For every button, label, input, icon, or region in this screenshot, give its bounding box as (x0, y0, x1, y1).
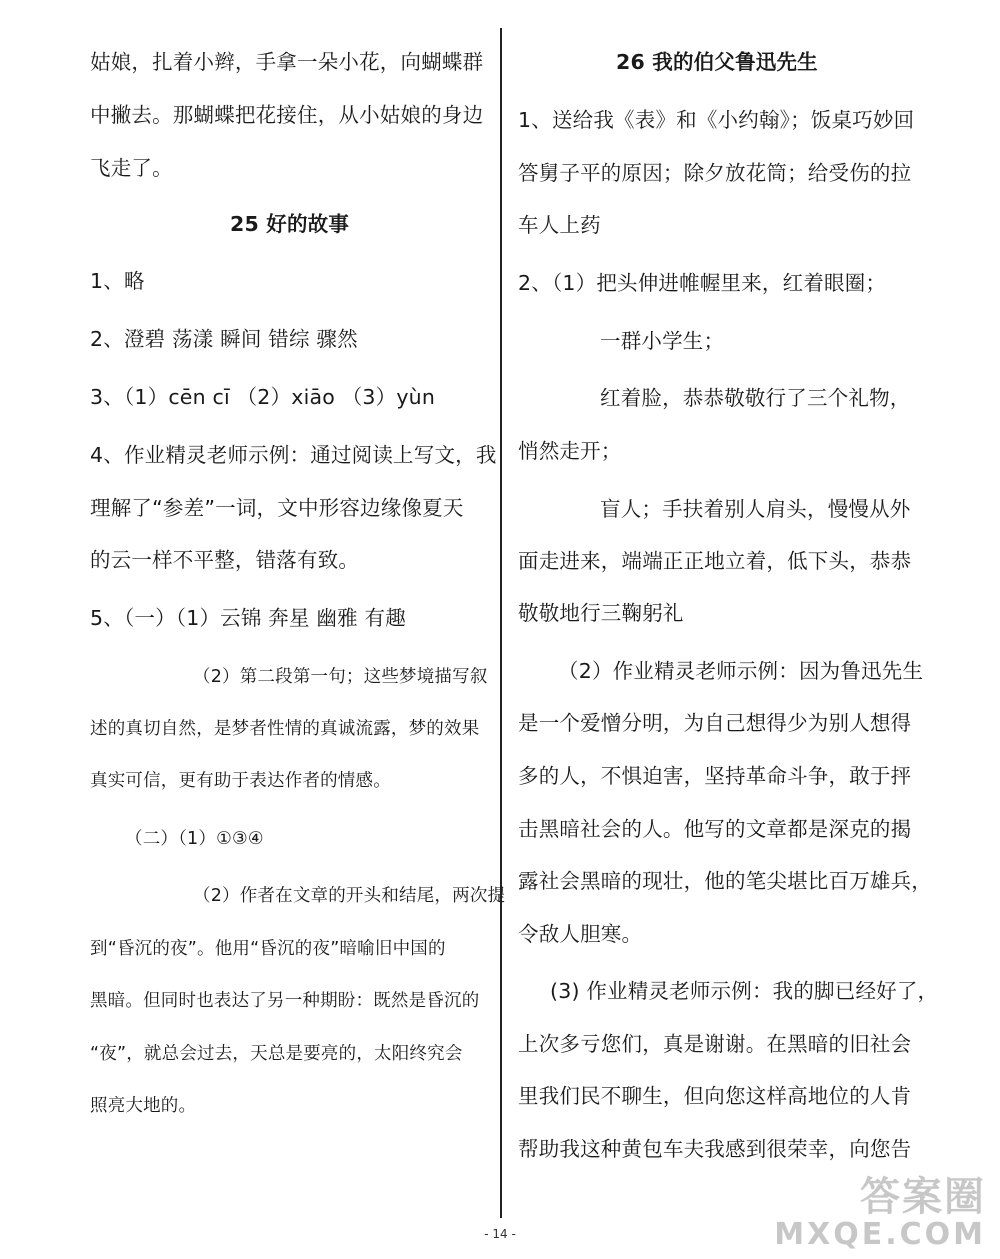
text-line: 理解了“参差”一词，文中形容边缘像夏天 (90, 496, 464, 520)
text-line: 里我们民不聊生，但向您这样高地位的人肯 (518, 1084, 912, 1108)
text-line: 述的真切自然，是梦者性情的真诚流露，梦的效果 (90, 719, 480, 739)
text-line: 一群小学生； (600, 329, 725, 353)
watermark-text-cn: 答案圈 (860, 1174, 986, 1220)
answer-1: 1、送给我《表》和《小约翰》；饭桌巧妙回 (518, 108, 915, 132)
answer-2-part-2: （2）作业精灵老师示例：因为鲁迅先生 (558, 659, 924, 683)
text-line: 盲人；手扶着别人肩头，慢慢从外 (600, 497, 911, 521)
watermark-logo (774, 1175, 986, 1251)
section-title-25: 25 好的故事 (230, 212, 350, 236)
text-line: 的云一样不平整，错落有致。 (90, 548, 360, 572)
column-divider (500, 28, 502, 1218)
text-line: 到“昏沉的夜”。他用“昏沉的夜”暗喻旧中国的 (90, 939, 446, 959)
text-line: 答舅子平的原因；除夕放花筒；给受伤的拉 (518, 161, 912, 185)
text-line: 红着脸，恭恭敬敬行了三个礼物， (600, 386, 911, 410)
watermark-text-en: MXQE.COM (774, 1217, 986, 1252)
answer-2: 2、澄碧 荡漾 瞬间 错综 骤然 (90, 327, 358, 351)
text-line: 面走进来，端端正正地立着，低下头，恭恭 (518, 549, 912, 573)
text-line: 击黑暗社会的人。他写的文章都是深克的揭 (518, 817, 912, 841)
text-line: 黑暗。但同时也表达了另一种期盼：既然是昏沉的 (90, 991, 480, 1011)
text-line: 飞走了。 (90, 156, 173, 180)
text-line: 姑娘，扎着小辫，手拿一朵小花，向蝴蝶群 (90, 50, 484, 74)
answer-5: 5、（一）（1）云锦 奔星 幽雅 有趣 (90, 606, 406, 630)
section-title-26: 26 我的伯父鲁迅先生 (616, 50, 818, 74)
answer-4: 4、作业精灵老师示例：通过阅读上写文，我 (90, 443, 497, 467)
answer-2-part-3: (3) 作业精灵老师示例：我的脚已经好了， (550, 979, 939, 1003)
text-line: “夜”，就总会过去，天总是要亮的，太阳终究会 (90, 1044, 463, 1064)
text-line: 照亮大地的。 (90, 1096, 197, 1116)
text-line: 中撇去。那蝴蝶把花接住，从小姑娘的身边 (90, 103, 484, 127)
text-line: 敬敬地行三鞠躬礼 (518, 601, 684, 625)
text-line: 令敌人胆寒。 (518, 922, 643, 946)
text-line: 上次多亏您们，真是谢谢。在黑暗的旧社会 (518, 1032, 912, 1056)
answer-2: 2、（1）把头伸进帷幄里来，红着眼圈； (518, 271, 887, 295)
page-number: - 14 - (484, 1227, 516, 1241)
text-line: 车人上药 (518, 213, 601, 237)
text-line: 帮助我这种黄包车夫我感到很荣幸，向您告 (518, 1137, 912, 1161)
answer-5-part-2: （二）（1）①③④ (125, 829, 264, 849)
text-line: （2）第二段第一句；这些梦境描写叙 (193, 667, 488, 687)
text-line: 露社会黑暗的现壮，他的笔尖堪比百万雄兵， (518, 869, 932, 893)
text-line: 悄然走开； (518, 439, 622, 463)
text-line: （2）作者在文章的开头和结尾，两次提 (193, 886, 506, 906)
text-line: 是一个爱憎分明，为自己想得少为别人想得 (518, 711, 912, 735)
answer-3: 3、（1）cēn cī （2）xiāo （3）yùn (90, 385, 436, 409)
answer-1: 1、略 (90, 269, 145, 293)
text-line: 多的人，不惧迫害，坚持革命斗争，敢于抨 (518, 764, 912, 788)
text-line: 真实可信，更有助于表达作者的情感。 (90, 771, 391, 791)
